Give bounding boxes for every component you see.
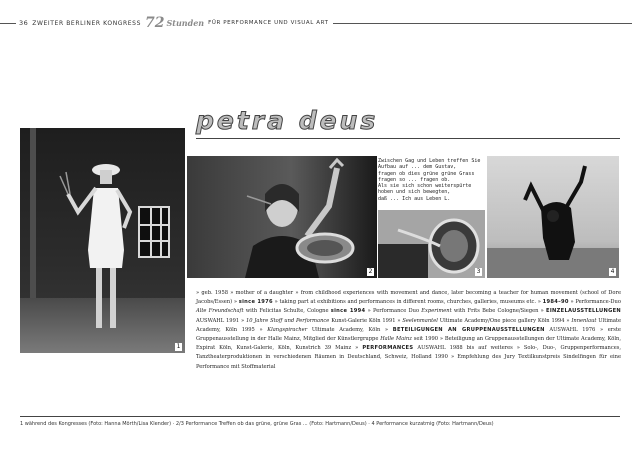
photo-number: 2: [368, 268, 373, 275]
bio-text: » Performance-Duo: [570, 299, 621, 306]
note-line: fragen ob dies grüne grüne Grass: [378, 170, 475, 177]
photo-1-figure: [20, 128, 185, 353]
note-line: fragen so ... fragen ob.: [378, 176, 451, 183]
bio-text: » geb. 1958 » mother of a daughter » from childhood experiences with movement and dance, later becoming a teacher for human movement (school of Dore Jacobs/Essen) »: [196, 290, 621, 306]
photo-number: 3: [476, 268, 481, 275]
bio-text: Kunst-Galerie Köln 1991 »: [331, 317, 401, 324]
note-line: Aufbau auf ... dem Gustav,: [378, 164, 457, 171]
bio-text: AUSWAHL 1976 » erste Gruppenausstellung in der Halle Mainz, Mitglied der Künstlergruppe: [196, 326, 621, 343]
header-rule-left: [0, 23, 16, 24]
bio-keyword: since 1994: [330, 308, 366, 315]
bio-section-heading: PERFORMANCES: [362, 345, 414, 352]
bio-text: with Frits Bebe Cologne/Siegen »: [453, 308, 544, 315]
bio-keyword: 1984–90: [542, 299, 569, 306]
bio-text: seit 1990 » Beteiligung an Gruppenausstellungen der Ultimate Academy, Köln, Expirat Köln, Kunst-Galerie, Köln, Kunstrich 39 Mainz »: [196, 336, 621, 352]
name-underline: [196, 138, 620, 139]
bio-text: AUSWAHL 1988 bis auf weiteres » Solo-, Duo-, Gruppenperformances, Tanztheaterproduktionen in verschiedenen Räumen in Deutschland, Schweiz, Holland 1990 » Empfehlung des Jury Textilkunstpreis Sindelfingen für eine Performance mit Stoffmaterial: [196, 345, 622, 370]
bio-title: Halle Mainz: [380, 336, 412, 343]
photo-number: 1: [176, 343, 181, 350]
bio-title: Experiment: [421, 308, 452, 315]
page-header: [0, 16, 640, 30]
photo-4-figure: [487, 156, 619, 278]
bio-title: Klangspiracher: [267, 326, 308, 333]
bio-title: 10 Jahre Stoff und Performance: [245, 317, 330, 324]
artist-name: petra deus: [196, 106, 379, 135]
bio-text: Ultimate Academy, Köln 1995 »: [196, 317, 622, 333]
note-line: daß ... Ich aus Leben L.: [378, 195, 451, 202]
photo-captions: 1 während des Kongresses (Foto: Hanna Mörth/Lisa Klender) · 2/3 Performance Treffen ob das grüne, grüne Gras ... (Foto: Hartmann/Deus) · 4 Performance kurzatmig (Foto: Hartmann/Deus): [20, 416, 620, 427]
bio-text: » taking part at exhibitions and performances in different rooms, churches, galleries, museums etc. »: [274, 299, 541, 306]
bio-title: Seelenmantel: [402, 317, 438, 324]
note-line: Zwischen Gag und Leben treffen Sie: [378, 158, 481, 164]
bio-title: Alte Freundschaft: [196, 308, 244, 315]
header-subtitle: FÜR PERFORMANCE UND VISUAL ART: [208, 20, 329, 26]
bio-keyword: since 1976: [238, 299, 273, 306]
bio-section-heading: EINZELAUSSTELLUNGEN: [546, 308, 622, 315]
page-number: 36: [19, 19, 29, 27]
handwritten-note: [378, 158, 485, 208]
bio-title: Innenlaut: [571, 317, 597, 324]
photo-4: [487, 156, 619, 278]
bio-section-heading: BETEILIGUNGEN AN GRUPPENAUSSTELLUNGEN: [392, 326, 545, 333]
bio-text: » Performance Duo: [367, 308, 420, 315]
biography-text: [196, 289, 621, 372]
bio-text: Ultimate Academy/One piece gallery Köln 1994 »: [439, 317, 570, 324]
photo-3: [378, 210, 485, 278]
bio-text: AUSWAHL 1991 »: [196, 317, 245, 324]
bio-text: with Felicitas Schulte, Cologne: [245, 308, 329, 315]
header-rule-right: [333, 23, 632, 24]
photo-number: 4: [610, 268, 615, 275]
congress-title: ZWEITER BERLINER KONGRESS: [32, 19, 142, 27]
photo-2: [187, 156, 377, 278]
header-stunden: Stunden: [166, 18, 205, 28]
note-line: Als sie sich schon weiterspürte: [378, 183, 472, 190]
photo-3-object: [378, 210, 485, 278]
note-line: hoben und sich bewegten,: [378, 189, 451, 196]
bio-text: Ultimate Academy, Köln »: [311, 326, 389, 333]
header-big-number: 72: [145, 15, 165, 31]
photo-1: [20, 128, 185, 353]
photo-2-figure: [187, 156, 377, 278]
